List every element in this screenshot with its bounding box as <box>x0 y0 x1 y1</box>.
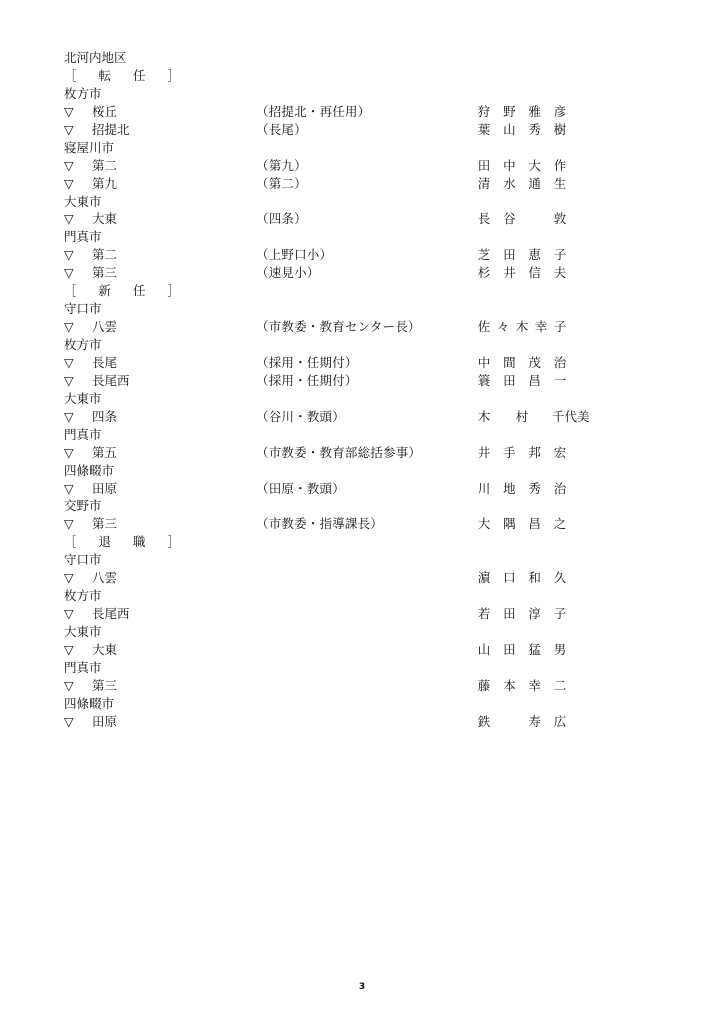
previous-post: （田原・教頭） <box>256 480 345 496</box>
name-char: 水 <box>503 175 516 191</box>
previous-post: （上野口小） <box>256 247 333 263</box>
name-char: 間 <box>503 354 516 370</box>
person-name <box>476 157 568 175</box>
school-name: 第三 <box>92 516 118 532</box>
person-name <box>476 641 568 659</box>
previous-post: （採用・任期付） <box>256 354 358 370</box>
name-char: 夫 <box>553 265 567 281</box>
name-char: 信 <box>528 265 541 281</box>
name-char: 生 <box>553 175 567 191</box>
school-name: 八雲 <box>92 319 118 335</box>
school-name: 長尾西 <box>92 606 130 622</box>
name-char: 宏 <box>553 444 567 460</box>
school-name: 第二 <box>92 247 118 263</box>
school-name: 招提北 <box>92 121 130 137</box>
name-char: 手 <box>503 444 516 460</box>
name-char: 茂 <box>528 354 541 370</box>
personnel-row <box>64 354 584 372</box>
person-name <box>476 210 568 228</box>
city-heading <box>64 336 584 354</box>
name-char: 和 <box>528 570 541 586</box>
document-body <box>64 49 590 731</box>
city-name: 枚方市 <box>64 337 102 352</box>
triangle-marker: ▽ <box>64 103 74 119</box>
personnel-list <box>64 67 590 731</box>
previous-post: （市教委・教育センター長） <box>256 319 421 335</box>
triangle-marker: ▽ <box>64 516 74 532</box>
name-char: 々 <box>496 319 510 335</box>
section-label: ［ 転 任 ］ <box>64 67 189 83</box>
city-name: 守口市 <box>64 552 102 568</box>
name-char: 子 <box>553 247 567 263</box>
personnel-row <box>64 677 584 695</box>
school-name: 八雲 <box>92 570 118 586</box>
personnel-row <box>64 372 584 390</box>
city-name: 大東市 <box>64 624 102 639</box>
city-heading <box>64 193 584 211</box>
triangle-marker: ▽ <box>64 480 74 496</box>
previous-post: （長尾） <box>256 121 307 137</box>
city-name: 枚方市 <box>64 588 102 604</box>
name-char: 佐 <box>477 319 491 335</box>
previous-post: （第九） <box>256 157 307 173</box>
name-char: 一 <box>553 372 567 388</box>
personnel-row <box>64 444 584 462</box>
triangle-marker: ▽ <box>64 175 74 191</box>
city-name: 枚方市 <box>64 85 102 101</box>
person-name <box>476 372 568 390</box>
triangle-marker: ▽ <box>64 211 74 227</box>
triangle-marker: ▽ <box>64 372 74 388</box>
name-char: 男 <box>553 641 567 657</box>
name-char: 千代美 <box>552 408 590 424</box>
name-char: 葉 <box>477 121 491 137</box>
name-char: 幸 <box>534 319 548 335</box>
name-char: 猛 <box>528 641 541 657</box>
triangle-marker: ▽ <box>64 641 74 657</box>
personnel-row <box>64 121 584 139</box>
name-char: 山 <box>503 121 516 137</box>
person-name <box>476 677 568 695</box>
name-char: 昌 <box>528 372 541 388</box>
personnel-row <box>64 605 584 623</box>
name-char: 大 <box>528 157 541 173</box>
city-heading <box>64 85 584 103</box>
city-heading <box>64 139 584 157</box>
school-name: 大東 <box>92 641 118 657</box>
city-heading <box>64 659 584 677</box>
name-char: 田 <box>477 157 491 173</box>
school-name: 田原 <box>92 713 118 729</box>
name-char: 地 <box>503 480 516 496</box>
city-heading <box>64 300 584 318</box>
personnel-row <box>64 408 590 426</box>
name-char: 川 <box>477 480 491 496</box>
name-char: 鉄 <box>477 713 491 729</box>
name-char: 彦 <box>553 103 567 119</box>
city-heading <box>64 462 584 480</box>
name-char: 山 <box>477 641 491 657</box>
personnel-row <box>64 157 584 175</box>
name-char: 簑 <box>477 372 491 388</box>
triangle-marker: ▽ <box>64 408 74 424</box>
name-char: 寿 <box>528 713 541 729</box>
name-char: 木 <box>515 319 529 335</box>
name-char: 広 <box>553 713 567 729</box>
triangle-marker: ▽ <box>64 606 74 622</box>
person-name <box>476 569 568 587</box>
personnel-row <box>64 480 584 498</box>
name-char: 久 <box>553 570 567 586</box>
person-name <box>476 354 568 372</box>
section-label: ［ 退 職 ］ <box>64 534 189 550</box>
name-char: 隅 <box>503 516 516 532</box>
city-name: 門真市 <box>64 659 102 675</box>
name-char: 治 <box>553 480 567 496</box>
name-char: 秀 <box>528 121 541 137</box>
name-char: 治 <box>553 354 567 370</box>
page-number: 3 <box>358 982 366 992</box>
personnel-row <box>64 210 584 228</box>
triangle-marker: ▽ <box>64 265 74 281</box>
name-char: 子 <box>553 319 567 335</box>
school-name: 長尾西 <box>92 372 130 388</box>
name-char: 口 <box>503 570 516 586</box>
city-heading <box>64 390 584 408</box>
previous-post: （市教委・教育部総括参事） <box>256 444 422 460</box>
previous-post: （四条） <box>256 211 307 227</box>
region-title <box>64 49 584 67</box>
city-name: 門真市 <box>64 426 102 442</box>
school-name: 第二 <box>92 157 118 173</box>
person-name <box>476 103 568 121</box>
person-name <box>476 175 568 193</box>
triangle-marker: ▽ <box>64 444 74 460</box>
city-name: 四條畷市 <box>64 462 115 478</box>
name-char: 本 <box>503 677 516 693</box>
city-name: 交野市 <box>64 498 102 514</box>
name-char: 中 <box>503 157 516 173</box>
personnel-row <box>64 246 584 264</box>
name-char: 田 <box>503 247 516 263</box>
name-char: 幸 <box>528 677 541 693</box>
city-name: 大東市 <box>64 193 102 209</box>
personnel-row <box>64 641 584 659</box>
city-heading <box>64 228 584 246</box>
school-name: 長尾 <box>92 354 118 370</box>
name-char: 恵 <box>528 247 541 263</box>
person-name <box>476 480 568 498</box>
name-char: 通 <box>528 175 541 191</box>
city-heading <box>64 587 584 605</box>
person-name <box>476 444 568 462</box>
name-char: 藤 <box>477 677 491 693</box>
name-char <box>501 713 517 731</box>
school-name: 大東 <box>92 211 118 227</box>
triangle-marker: ▽ <box>64 354 74 370</box>
section-heading <box>64 533 584 551</box>
previous-post: （谷川・教頭） <box>256 408 345 424</box>
triangle-marker: ▽ <box>64 713 74 729</box>
previous-post: （市教委・指導課長） <box>256 516 384 532</box>
name-char: 樹 <box>553 121 567 137</box>
name-char: 田 <box>503 372 516 388</box>
city-heading <box>64 551 584 569</box>
person-name <box>476 605 568 623</box>
region-title-text: 北河内地区 <box>64 50 127 65</box>
name-char: 秀 <box>528 480 541 496</box>
name-char: 野 <box>503 103 516 119</box>
name-char <box>527 210 543 228</box>
name-char: 田 <box>503 641 516 657</box>
previous-post: （速見小） <box>256 265 320 281</box>
name-char: 邦 <box>528 444 541 460</box>
name-char: 二 <box>553 677 567 693</box>
personnel-row <box>64 713 584 731</box>
school-name: 第三 <box>92 677 118 693</box>
name-char: 村 <box>515 408 529 424</box>
previous-post: （第二） <box>256 175 307 191</box>
name-char: 芝 <box>477 247 491 263</box>
name-char: 子 <box>553 606 567 622</box>
name-char: 谷 <box>503 211 516 227</box>
name-char: 之 <box>553 516 567 532</box>
personnel-row <box>64 103 584 121</box>
personnel-row <box>64 175 584 193</box>
person-name <box>476 264 568 282</box>
previous-post: （採用・任期付） <box>256 372 358 388</box>
name-char: 木 <box>477 408 491 424</box>
city-heading <box>64 695 584 713</box>
name-char: 田 <box>503 606 516 622</box>
section-heading <box>64 282 584 300</box>
school-name: 第五 <box>92 444 118 460</box>
name-char: 狩 <box>477 103 491 119</box>
triangle-marker: ▽ <box>64 677 74 693</box>
name-char: 中 <box>477 354 491 370</box>
name-char: 清 <box>477 175 491 191</box>
triangle-marker: ▽ <box>64 157 74 173</box>
personnel-row <box>64 264 584 282</box>
school-name: 桜丘 <box>92 103 118 119</box>
personnel-row <box>64 318 584 336</box>
city-name: 門真市 <box>64 229 102 245</box>
triangle-marker: ▽ <box>64 121 74 137</box>
name-char: 大 <box>477 516 491 532</box>
triangle-marker: ▽ <box>64 319 74 335</box>
triangle-marker: ▽ <box>64 247 74 263</box>
school-name: 四条 <box>92 408 118 424</box>
city-heading <box>64 426 584 444</box>
person-name <box>476 246 568 264</box>
school-name: 田原 <box>92 480 118 496</box>
name-char: 井 <box>503 265 516 281</box>
city-heading <box>64 623 584 641</box>
name-char: 敦 <box>553 211 567 227</box>
personnel-row <box>64 515 584 533</box>
person-name <box>476 713 568 731</box>
name-char: 淳 <box>528 606 541 622</box>
person-name <box>476 408 590 426</box>
person-name <box>476 515 568 533</box>
triangle-marker: ▽ <box>64 570 74 586</box>
school-name: 第九 <box>92 175 118 191</box>
city-name: 大東市 <box>64 390 102 406</box>
section-heading <box>64 67 584 85</box>
name-char: 井 <box>477 444 491 460</box>
city-heading <box>64 497 584 515</box>
name-char: 若 <box>477 606 491 622</box>
name-char: 長 <box>477 211 491 227</box>
person-name <box>476 121 568 139</box>
city-name: 四條畷市 <box>64 695 115 711</box>
name-char: 濵 <box>477 570 491 586</box>
person-name <box>476 318 568 336</box>
school-name: 第三 <box>92 265 118 281</box>
name-char: 昌 <box>528 516 541 532</box>
personnel-row <box>64 569 584 587</box>
name-char: 雅 <box>528 103 541 119</box>
city-name: 守口市 <box>64 301 102 317</box>
section-label: ［ 新 任 ］ <box>64 283 189 299</box>
name-char: 作 <box>553 157 567 173</box>
name-char: 杉 <box>477 265 491 281</box>
previous-post: （招提北・再任用） <box>256 103 371 119</box>
city-name: 寝屋川市 <box>64 139 115 155</box>
